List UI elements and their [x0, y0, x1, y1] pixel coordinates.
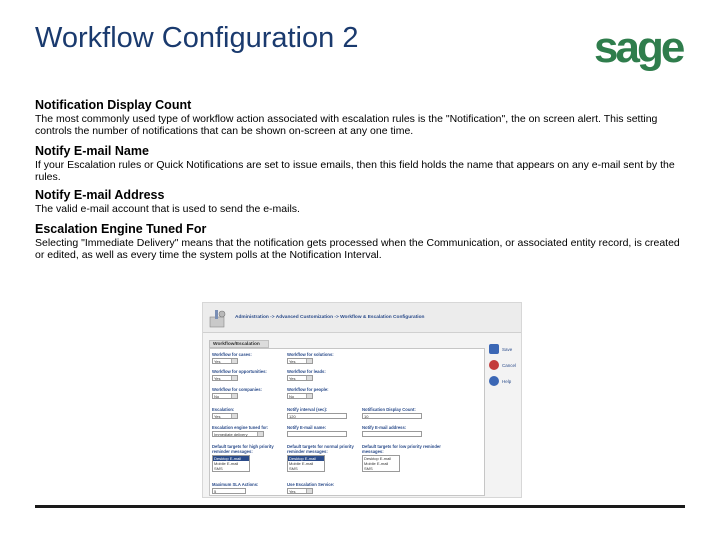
field-label: Workflow for people: — [287, 387, 329, 392]
list-option[interactable]: SMS — [289, 466, 298, 471]
slide-title: Workflow Configuration 2 — [35, 22, 359, 54]
high-targets-list[interactable] — [212, 455, 250, 472]
notification-display-count-field — [362, 407, 422, 419]
normal-targets-list[interactable] — [287, 455, 325, 472]
list-option[interactable]: Desktop E-mail — [288, 456, 324, 461]
screenshot-header — [203, 303, 521, 333]
field-label: Notify E-mail name: — [287, 425, 327, 430]
workflow-companies-field — [212, 387, 262, 399]
notify-email-name-input[interactable] — [287, 431, 347, 437]
list-option[interactable]: SMS — [364, 466, 373, 471]
notify-email-name-field — [287, 425, 347, 437]
section-escalation-engine — [35, 222, 685, 261]
field-label: Default targets for low priority reminder messages: — [362, 444, 441, 454]
save-button[interactable] — [489, 343, 519, 357]
field-label: Notify interval (sec): — [287, 407, 328, 412]
save-icon — [489, 344, 499, 354]
max-sla-field — [212, 482, 258, 494]
use-escalation-service-select[interactable]: Yes — [287, 488, 313, 494]
field-label: Workflow for leads: — [287, 369, 326, 374]
section-body: The valid e-mail account that is used to send the e-mails. — [35, 203, 300, 215]
list-option[interactable]: Desktop E-mail — [364, 456, 392, 461]
action-buttons — [489, 343, 519, 391]
section-body: The most commonly used type of workflow action associated with escalation rules is the "Notification", the on screen alert. This setting controls the number of notifications that can be shown on-screen at any one time. — [35, 113, 658, 137]
notify-interval-field — [287, 407, 347, 419]
list-option[interactable]: Mobile E-mail — [364, 461, 389, 466]
section-heading: Notify E-mail Name — [35, 144, 149, 158]
save-label: Save — [502, 347, 513, 352]
workflow-solutions-select[interactable]: Yes — [287, 358, 313, 364]
tools-icon — [207, 307, 229, 329]
workflow-opportunities-field — [212, 369, 267, 381]
workflow-cases-select[interactable]: Yes — [212, 358, 238, 364]
notify-interval-input[interactable]: 120 — [287, 413, 347, 419]
help-label: Help — [502, 379, 512, 384]
escalation-field — [212, 407, 238, 419]
field-label: Use Escalation Service: — [287, 482, 335, 487]
max-sla-input[interactable]: 5 — [212, 488, 246, 494]
section-heading: Notification Display Count — [35, 98, 192, 112]
workflow-solutions-field — [287, 352, 334, 364]
cancel-button[interactable] — [489, 359, 519, 373]
section-heading: Escalation Engine Tuned For — [35, 222, 207, 236]
field-label: Workflow for solutions: — [287, 352, 334, 357]
list-option[interactable]: Desktop E-mail — [213, 456, 249, 461]
field-label: Workflow for opportunities: — [212, 369, 267, 374]
workflow-leads-field — [287, 369, 326, 381]
engine-tuned-select[interactable]: Immediate delivery — [212, 431, 264, 437]
help-button[interactable] — [489, 375, 519, 389]
field-label: Notification Display Count: — [362, 407, 416, 412]
section-notify-email-name — [35, 144, 685, 183]
workflow-cases-field — [212, 352, 252, 364]
settings-panel — [209, 348, 485, 496]
breadcrumb: Administration -> Advanced Customization -> Workflow & Escalation Configuration — [235, 315, 425, 320]
section-heading: Notify E-mail Address — [35, 188, 165, 202]
section-notify-email-address — [35, 188, 685, 216]
field-label: Escalation engine tuned for: — [212, 425, 269, 430]
low-targets-field — [362, 444, 442, 472]
crm-screenshot — [202, 302, 522, 498]
use-escalation-service-field — [287, 482, 334, 494]
notify-email-address-input[interactable] — [362, 431, 422, 437]
engine-tuned-field — [212, 425, 268, 437]
field-label: Notify E-mail address: — [362, 425, 407, 430]
list-option[interactable]: Mobile E-mail — [289, 461, 314, 466]
high-targets-field — [212, 444, 282, 472]
list-option[interactable]: Mobile E-mail — [214, 461, 239, 466]
field-label: Workflow for cases: — [212, 352, 252, 357]
workflow-people-field — [287, 387, 329, 399]
section-body: If your Escalation rules or Quick Notifications are set to issue emails, then this field holds the name that appears on any e-mail sent by the rules. — [35, 159, 675, 183]
footer-rule — [35, 505, 685, 508]
field-label: Workflow for companies: — [212, 387, 262, 392]
low-targets-list[interactable] — [362, 455, 400, 472]
notification-display-count-input[interactable]: 10 — [362, 413, 422, 419]
section-body: Selecting "Immediate Delivery" means that the notification gets processed when the Communication, or associated entity record, is created or edited, as well as every time the system polls at the Notification Interval. — [35, 237, 680, 261]
tab-workflow-escalation[interactable]: Workflow/Escalation — [209, 340, 269, 348]
help-icon — [489, 376, 499, 386]
cancel-label: Cancel — [502, 363, 517, 368]
workflow-people-select[interactable]: No — [287, 393, 313, 399]
field-label: Default targets for normal priority reminder messages: — [287, 444, 354, 454]
cancel-icon — [489, 360, 499, 370]
sage-logo: sage — [594, 23, 683, 72]
workflow-leads-select[interactable]: Yes — [287, 375, 313, 381]
list-option[interactable]: SMS — [214, 466, 223, 471]
workflow-opportunities-select[interactable]: Yes — [212, 375, 238, 381]
workflow-companies-select[interactable]: No — [212, 393, 238, 399]
field-label: Maximum SLA Actions: — [212, 482, 259, 487]
normal-targets-field — [287, 444, 357, 472]
field-label: Escalation: — [212, 407, 235, 412]
field-label: Default targets for high priority reminder messages: — [212, 444, 274, 454]
notify-email-address-field — [362, 425, 422, 437]
section-notification-display-count — [35, 98, 685, 137]
escalation-select[interactable]: Yes — [212, 413, 238, 419]
